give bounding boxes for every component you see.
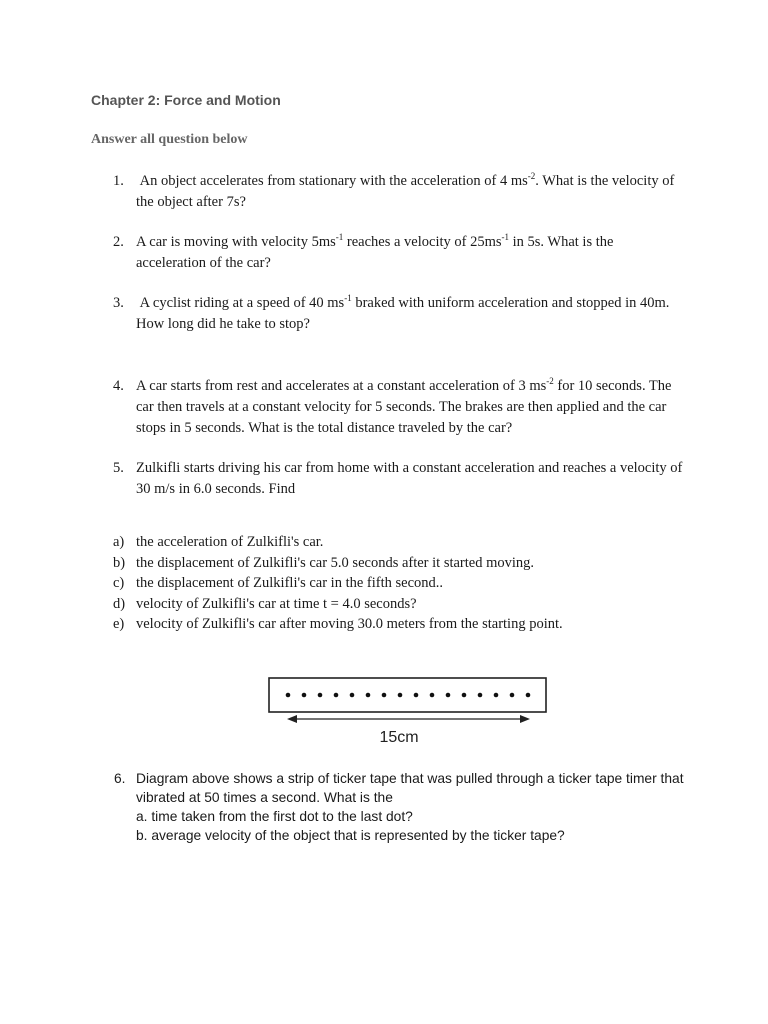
- chapter-title: Chapter 2: Force and Motion: [91, 92, 281, 108]
- part-text: the displacement of Zulkifli's car 5.0 seconds after it started moving.: [136, 554, 535, 571]
- arrow-head-right-icon: [520, 715, 530, 723]
- question-5-part-e: [113, 614, 563, 635]
- ticker-dot: [430, 693, 435, 698]
- ticker-dot: [494, 693, 499, 698]
- text-segment: A cyclist riding at a speed of 40 ms: [139, 295, 345, 311]
- ticker-dot: [510, 693, 515, 698]
- text-segment: braked with uniform acceleration and stopped in 40m. How long did he take to stop?: [136, 295, 670, 332]
- question-text: [136, 376, 683, 439]
- text-segment: . What is the velocity of the object after 7s?: [136, 173, 675, 210]
- ticker-dot: [382, 693, 387, 698]
- question-3: [113, 293, 683, 335]
- superscript: -1: [335, 232, 344, 242]
- question-number: 6.: [114, 771, 126, 786]
- ticker-dot: [334, 693, 339, 698]
- ticker-dot: [462, 693, 467, 698]
- question-text: [136, 171, 683, 213]
- superscript: -2: [546, 376, 554, 386]
- ticker-dot: [286, 693, 291, 698]
- question-5-part-b: [113, 553, 534, 574]
- arrow-head-left-icon: [287, 715, 297, 723]
- text-segment: for 10 seconds. The car then travels at a constant velocity for 5 seconds. The brakes are then applied and the car stops in 5 seconds. What is the total distance traveled by the car?: [136, 378, 672, 436]
- ticker-dot: [414, 693, 419, 698]
- part-label: e): [113, 616, 125, 632]
- part-text: velocity of Zulkifli's car after moving 30.0 meters from the starting point.: [136, 616, 563, 632]
- question-number: 5.: [113, 460, 124, 476]
- part-label: d): [113, 595, 126, 612]
- part-text: the displacement of Zulkifli's car in the fifth second..: [136, 575, 444, 591]
- ticker-tape-diagram: [260, 670, 560, 754]
- question-text: Zulkifli starts driving his car from home with a constant acceleration and reaches a velocity of 30 m/s in 6.0 seconds. Find: [136, 460, 683, 497]
- ticker-dot: [318, 693, 323, 698]
- ticker-dot: [398, 693, 403, 698]
- question-1: [113, 171, 683, 213]
- question-6-part-b: b. average velocity of the object that is represented by the ticker tape?: [136, 828, 565, 843]
- length-label: 15cm: [379, 729, 419, 746]
- question-number: 4.: [113, 378, 124, 394]
- ticker-dot: [478, 693, 483, 698]
- ticker-dot: [366, 693, 371, 698]
- part-text: the acceleration of Zulkifli's car.: [136, 534, 324, 550]
- question-5: [113, 458, 683, 500]
- question-number: 2.: [113, 234, 124, 250]
- question-6-part-a: a. time taken from the first dot to the last dot?: [136, 809, 413, 824]
- question-number: 3.: [113, 295, 124, 311]
- part-text: velocity of Zulkifli's car at time t = 4.0 seconds?: [136, 595, 417, 612]
- part-label: c): [113, 575, 125, 591]
- text-segment: A car is moving with velocity 5ms: [136, 234, 336, 250]
- question-2: [113, 232, 683, 274]
- superscript: -1: [501, 232, 509, 242]
- part-label: a): [113, 534, 125, 550]
- question-6: [114, 769, 694, 845]
- text-segment: A car starts from rest and accelerates at a constant acceleration of 3 ms: [136, 378, 547, 394]
- question-text: [136, 769, 694, 845]
- ticker-dot: [302, 693, 307, 698]
- question-5-part-a: [113, 532, 323, 553]
- ticker-dot: [350, 693, 355, 698]
- ticker-dot: [446, 693, 451, 698]
- question-5-part-c: [113, 573, 443, 594]
- instructions: Answer all question below: [91, 132, 248, 147]
- ticker-tape-strip: [269, 678, 546, 712]
- superscript: -2: [527, 171, 536, 181]
- superscript: -1: [344, 293, 352, 303]
- text-segment: in 5s. What is the acceleration of the car?: [136, 234, 614, 271]
- part-label: b): [113, 554, 126, 571]
- question-6-intro: Diagram above shows a strip of ticker tape that was pulled through a ticker tape timer that vibrated at 50 times a second. What is the: [136, 771, 684, 805]
- question-number: 1.: [113, 173, 124, 189]
- question-4: [113, 376, 683, 439]
- text-segment: An object accelerates from stationary with the acceleration of 4 ms: [139, 173, 528, 189]
- text-segment: reaches a velocity of 25ms: [343, 234, 502, 250]
- question-5-part-d: [113, 594, 417, 615]
- question-text: [136, 293, 683, 335]
- question-text: [136, 232, 683, 274]
- ticker-dot: [526, 693, 531, 698]
